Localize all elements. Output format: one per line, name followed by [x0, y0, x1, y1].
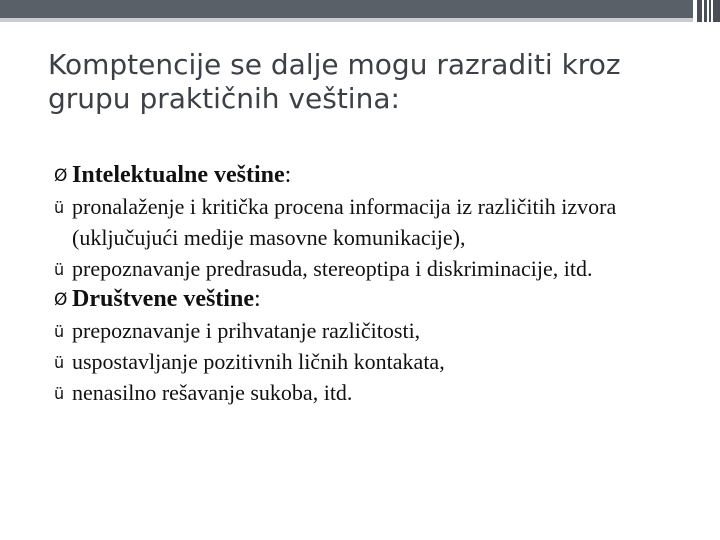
section-heading: Društvene veštine: [72, 286, 254, 312]
list-item-heading: [54, 160, 684, 191]
checkmark-bullet-icon: ü: [54, 353, 65, 372]
header-decoration-bar: [0, 0, 720, 22]
section-heading: Intelektualne veštine: [72, 162, 285, 188]
arrow-bullet-icon: Ø: [54, 290, 68, 310]
header-accent-stripe: [704, 0, 707, 22]
list-item-text: uspostavljanje pozitivnih ličnih kontakata,: [72, 349, 445, 374]
checkmark-bullet-icon: ü: [54, 198, 65, 217]
list-item-text: prepoznavanje predrasuda, stereoptipa i diskriminacije, itd.: [72, 256, 593, 281]
arrow-bullet-icon: Ø: [54, 166, 68, 186]
header-accent-stripe: [709, 0, 711, 22]
list-item: [54, 377, 684, 408]
list-item-text: prepoznavanje i prihvatanje različitosti,: [72, 318, 421, 343]
list-item-heading: [54, 284, 684, 315]
list-item: [54, 346, 684, 377]
slide-body: [54, 160, 684, 408]
list-item-text: nenasilno rešavanje sukoba, itd.: [72, 380, 353, 405]
checkmark-bullet-icon: ü: [54, 260, 65, 279]
checkmark-bullet-icon: ü: [54, 322, 65, 341]
heading-suffix: :: [253, 286, 261, 312]
list-item: [54, 315, 684, 346]
list-item-text: pronalaženje i kritička procena informacija iz različitih izvora (uključujući medije masovne komunikacije),: [72, 194, 617, 250]
heading-suffix: :: [284, 162, 292, 188]
header-strip: [0, 0, 693, 22]
checkmark-bullet-icon: ü: [54, 384, 65, 403]
slide-title: Komptencije se dalje mogu razraditi kroz grupu praktičnih veština:: [48, 48, 621, 115]
list-item: [54, 191, 684, 253]
header-accent-stripe: [713, 0, 720, 22]
list-item: [54, 253, 684, 284]
header-accent-stripe: [697, 0, 702, 22]
